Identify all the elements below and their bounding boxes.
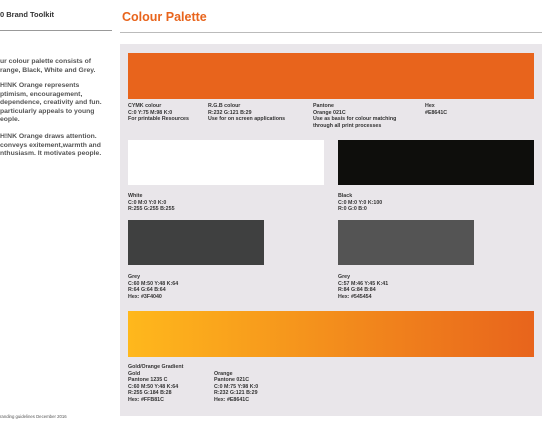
spec-line: Hex: #E8641C [214,396,250,403]
spec-line: Pantone 1235 C [128,377,168,383]
black-swatch [338,140,534,185]
gradient-heading: Gold/Orange Gradient [128,364,184,370]
spec-line: C:0 M:0 Y:0 K:0 [128,199,167,206]
sidebar [0,0,112,424]
grey-dark-spec [128,274,178,300]
white-swatch [128,140,324,185]
attention-line: nthusiasm. It motivates people. [0,150,102,158]
orange-swatch [128,53,534,99]
spec-line: #E8641C [425,109,448,116]
spec-line: R:84 G:84 B:84 [338,287,376,293]
attention-line: conveys exitement,warmth and [0,141,101,149]
grey-mid-swatch [338,220,474,265]
meaning-line: particularly appeals to young [0,107,95,115]
rgb-spec [208,103,285,123]
spec-line: C:0 M:0 Y:0 K:100 [338,199,383,206]
sidebar-divider [0,30,112,31]
palette-intro [0,58,95,75]
cmyk-spec [128,103,189,123]
spec-line: C:60 M:50 Y:48 K:64 [128,383,179,390]
spec-line: Hex: #3F4040 [128,293,162,300]
spec-line: Hex [425,103,435,109]
intro-line: range, Black, White and Grey. [0,66,96,74]
intro-line: ur colour palette consists of [0,58,92,65]
spec-line: Grey [338,274,351,280]
spec-line: R:0 G:0 B:0 [338,206,367,212]
footer-note: randing guidelines December 2016 [0,414,67,419]
spec-line: Orange 021C [313,109,346,116]
spec-line: CYMK colour [128,103,162,109]
orange-attention [0,133,101,159]
spec-line: R:255 G:184 B:28 [128,390,172,396]
toolkit-title: 0 Brand Toolkit [0,10,55,19]
spec-line: Use for on screen applications [208,116,286,122]
spec-line: C:60 M:50 Y:48 K:64 [128,280,179,287]
spec-line: R:255 G:255 B:255 [128,206,175,212]
spec-line: Pantone [313,103,334,109]
meaning-line: dependence, creativity and fun. [0,99,102,107]
spec-line: Hex: #FFB81C [128,396,164,403]
spec-line: Grey [128,274,141,280]
spec-line: R.G.B colour [208,103,241,109]
grey-mid-spec [338,274,388,300]
spec-line: through all print processes [313,122,382,129]
spec-line: White [128,193,143,199]
black-spec [338,193,382,213]
hex-spec [425,103,447,116]
meaning-line: ptimism, encouragement, [0,90,83,98]
attention-line: H!NK Orange draws attention. [0,133,97,140]
spec-line: R:232 G:121 B:29 [208,109,252,116]
page-title: Colour Palette [122,10,207,24]
orange-meaning [0,82,102,125]
spec-line: C:0 M:75 Y:98 K:0 [214,383,259,390]
white-spec [128,193,175,213]
spec-line: Use as basis for colour matching [313,116,397,122]
spec-line: Orange [214,370,233,377]
grey-dark-swatch [128,220,264,265]
spec-line: Hex: #545454 [338,293,372,300]
spec-line: For printable Resources [128,116,189,122]
pantone-spec [313,103,396,129]
spec-line: C:0 Y:75 M:98 K:0 [128,109,173,116]
spec-line: Pantone 021C [214,377,250,383]
meaning-line: eople. [0,116,20,124]
gradient-orange-spec [214,371,258,404]
spec-line: Black [338,193,353,199]
meaning-line: H!NK Orange represents [0,82,80,89]
spec-line: R:232 G:121 B:29 [214,390,258,396]
gold-spec [128,371,178,404]
gradient-swatch [128,311,534,357]
spec-line: R:64 G:64 B:64 [128,287,166,293]
spec-line: C:57 M:46 Y:45 K:41 [338,280,389,287]
title-divider [120,32,542,33]
spec-line: Gold [128,370,141,377]
